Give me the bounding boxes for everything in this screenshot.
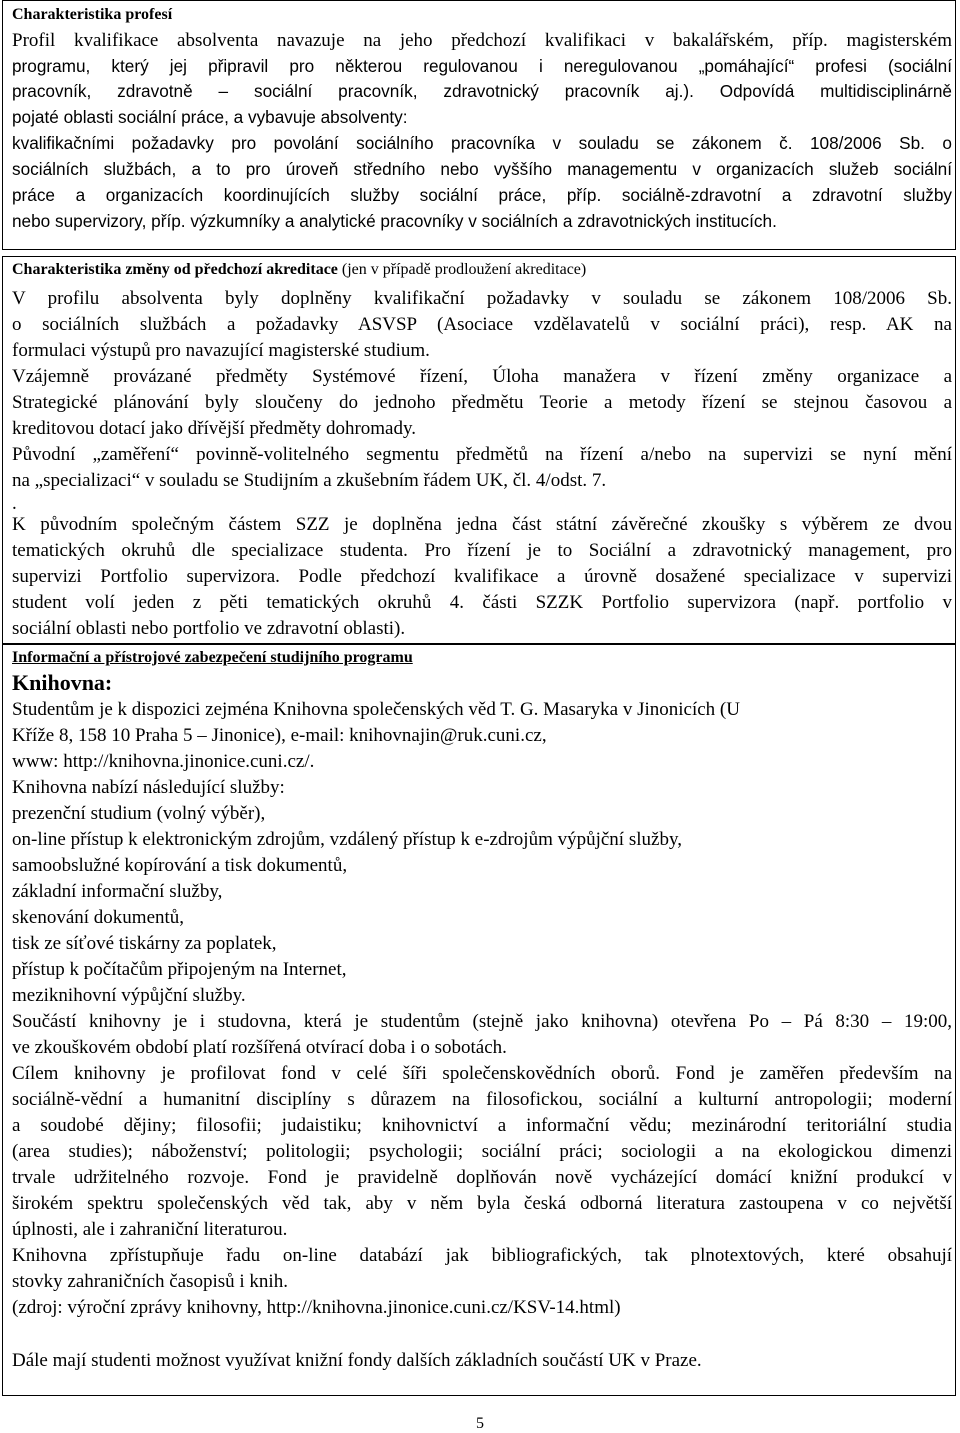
text-line: formulaci výstupů pro navazující magisterské studium. xyxy=(12,340,430,361)
text-line: Cílem knihovny je profilovat fond v celé šíři společenskovědních oborů. Fond je zaměřen především na xyxy=(12,1063,952,1084)
list-item: on-line přístup k elektronickým zdrojům, vzdálený přístup k e-zdrojům výpůjční služby, xyxy=(12,829,682,850)
text-line: (area studies); náboženství; politologii; psychologii; sociální práci; sociologii a na ekologickou dimenzi xyxy=(12,1141,952,1162)
list-item: meziknihovní výpůjční služby. xyxy=(12,985,246,1006)
list-item: skenování dokumentů, xyxy=(12,907,185,928)
library-subheading: Knihovna: xyxy=(12,670,113,695)
text-line: na „specializaci“ v souladu se Studijním a zkušebním řádem UK, čl. 4/odst. 7. xyxy=(12,470,607,491)
text-line: Profil kvalifikace absolventa navazuje na jeho předchozí kvalifikaci v bakalářském, příp. magisterském xyxy=(12,30,952,51)
text-line: práce a organizacích koordinujících služby sociální práce, příp. sociálně-zdravotní a zdravotní služby xyxy=(12,185,952,205)
text-line: úplnosti, ale i zahraniční literaturou. xyxy=(12,1219,288,1240)
text-line: sociální oblasti nebo portfolio ve zdravotní oblasti). xyxy=(12,618,406,639)
source-note: (zdroj: výroční zprávy knihovny, http://knihovna.jinonice.cuni.cz/KSV-14.html) xyxy=(12,1297,621,1318)
section-information-equipment xyxy=(2,644,956,1396)
text-line: stovky zahraničních časopisů i knih. xyxy=(12,1271,288,1292)
text-line: a soudobé dějiny; filosofii; judaistiku; knihovnictví a informační vědu; mezinárodní teritoriální studia xyxy=(12,1115,952,1136)
text-line: . xyxy=(12,493,17,514)
text-line: Vzájemně provázané předměty Systémové řízení, Úloha manažera v řízení změny organizace a xyxy=(12,366,952,387)
text-line: kreditovou dotací jako dřívější předměty dohromady. xyxy=(12,418,417,439)
page-number: 5 xyxy=(476,1415,484,1432)
text-line: tematických okruhů dle specializace studenta. Pro řízení je to Sociální a zdravotnický management, pro xyxy=(12,540,952,561)
text-line: sociálních službách, a to pro úroveň středního nebo vyššího managementu v organizacích služeb sociální xyxy=(12,159,952,179)
section-heading-information: Informační a přístrojové zabezpečení studijního programu xyxy=(12,649,413,666)
text-line: Knihovna zpřístupňuje řadu on-line databází jak bibliografických, tak plnotextových, které obsahují xyxy=(12,1245,952,1266)
list-item: tisk ze síťové tiskárny za poplatek, xyxy=(12,933,277,954)
text-line: sociálně-vědní a humanitní disciplíny s důrazem na filosofickou, sociální a kulturní antropologii; moderní xyxy=(12,1089,952,1110)
list-item: přístup k počítačům připojeným na Internet, xyxy=(12,959,347,980)
text-line: trvale udržitelného rozvoje. Fond je pravidelně doplňován nově vycházející domácí knižní produkcí v xyxy=(12,1167,952,1188)
list-item: základní informační služby, xyxy=(12,881,223,902)
section-accreditation-changes xyxy=(2,256,956,644)
list-item: prezenční studium (volný výběr), xyxy=(12,803,266,824)
text-line: nebo supervizory, příp. výzkumníky a analytické pracovníky v sociálních a zdravotnických institucích. xyxy=(12,211,777,231)
section-heading-accreditation xyxy=(12,262,586,278)
text-line: V profilu absolventa byly doplněny kvalifikační požadavky v souladu se zákonem 108/2006 Sb. xyxy=(12,288,952,309)
text-line: pojaté oblasti sociální práce, a vybavuje absolventy: xyxy=(12,107,408,127)
list-item: samoobslužné kopírování a tisk dokumentů, xyxy=(12,855,348,876)
text-line: širokém spektru společenských věd tak, aby v něm byla česká odborná literatura zastoupena v co největší xyxy=(12,1193,952,1214)
text-line: Strategické plánování byly sloučeny do jednoho předmětu Teorie a metody řízení se stejnou časovou a xyxy=(12,392,952,413)
text-line: student volí jeden z pěti tematických okruhů 4. části SZZK Portfolio supervizora (např. portfolio v xyxy=(12,592,952,613)
text-line: programu, který jej připravil pro některou regulovanou i neregulovanou „pomáhající“ profesi (sociální xyxy=(12,56,952,76)
text-line: www: http://knihovna.jinonice.cuni.cz/. xyxy=(12,751,315,772)
text-line: pracovník, zdravotně – sociální pracovník, zdravotnický pracovník aj.). Odpovídá multidisciplinárně xyxy=(12,81,952,101)
heading-note: (jen v případě prodloužení akreditace) xyxy=(337,261,587,278)
text-line: Součástí knihovny je i studovna, která je studentům (stejně jako knihovna) otevřena Po – Pá 8:30 – 19:00, xyxy=(12,1011,952,1032)
text-line: Studentům je k dispozici zejména Knihovna společenských věd T. G. Masaryka v Jinonicích (U xyxy=(12,699,740,720)
text-line: supervizi Portfolio supervizora. Podle předchozí kvalifikace a úrovně dosažené specializace v supervizi xyxy=(12,566,952,587)
heading-bold: Charakteristika změny od předchozí akreditace xyxy=(12,261,338,278)
text-line: kvalifikačními požadavky pro povolání sociálního pracovníka v souladu se zákonem č. 108/2006 Sb. o xyxy=(12,133,952,153)
text-line: Kříže 8, 158 10 Praha 5 – Jinonice), e-mail: knihovnajin@ruk.cuni.cz, xyxy=(12,725,547,746)
text-line: Knihovna nabízí následující služby: xyxy=(12,777,285,798)
section-profession-characteristics xyxy=(2,0,956,250)
text-line: o sociálních službách a požadavky ASVSP (Asociace vzdělavatelů v sociální práci), resp. AK na xyxy=(12,314,952,335)
text-line: Původní „zaměření“ povinně-volitelného segmentu předmětů na řízení a/nebo na supervizi se nyní mění xyxy=(12,444,952,465)
text-line: ve zkouškovém období platí rozšířená otvírací doba i o sobotách. xyxy=(12,1037,507,1058)
text-line: K původním společným částem SZZ je doplněna jedna část státní závěrečné zkoušky s výběrem ze dvou xyxy=(12,514,952,535)
text-line: Dále mají studenti možnost využívat knižní fondy dalších základních součástí UK v Praze. xyxy=(12,1350,702,1371)
section-heading-profession: Charakteristika profesí xyxy=(12,6,173,23)
